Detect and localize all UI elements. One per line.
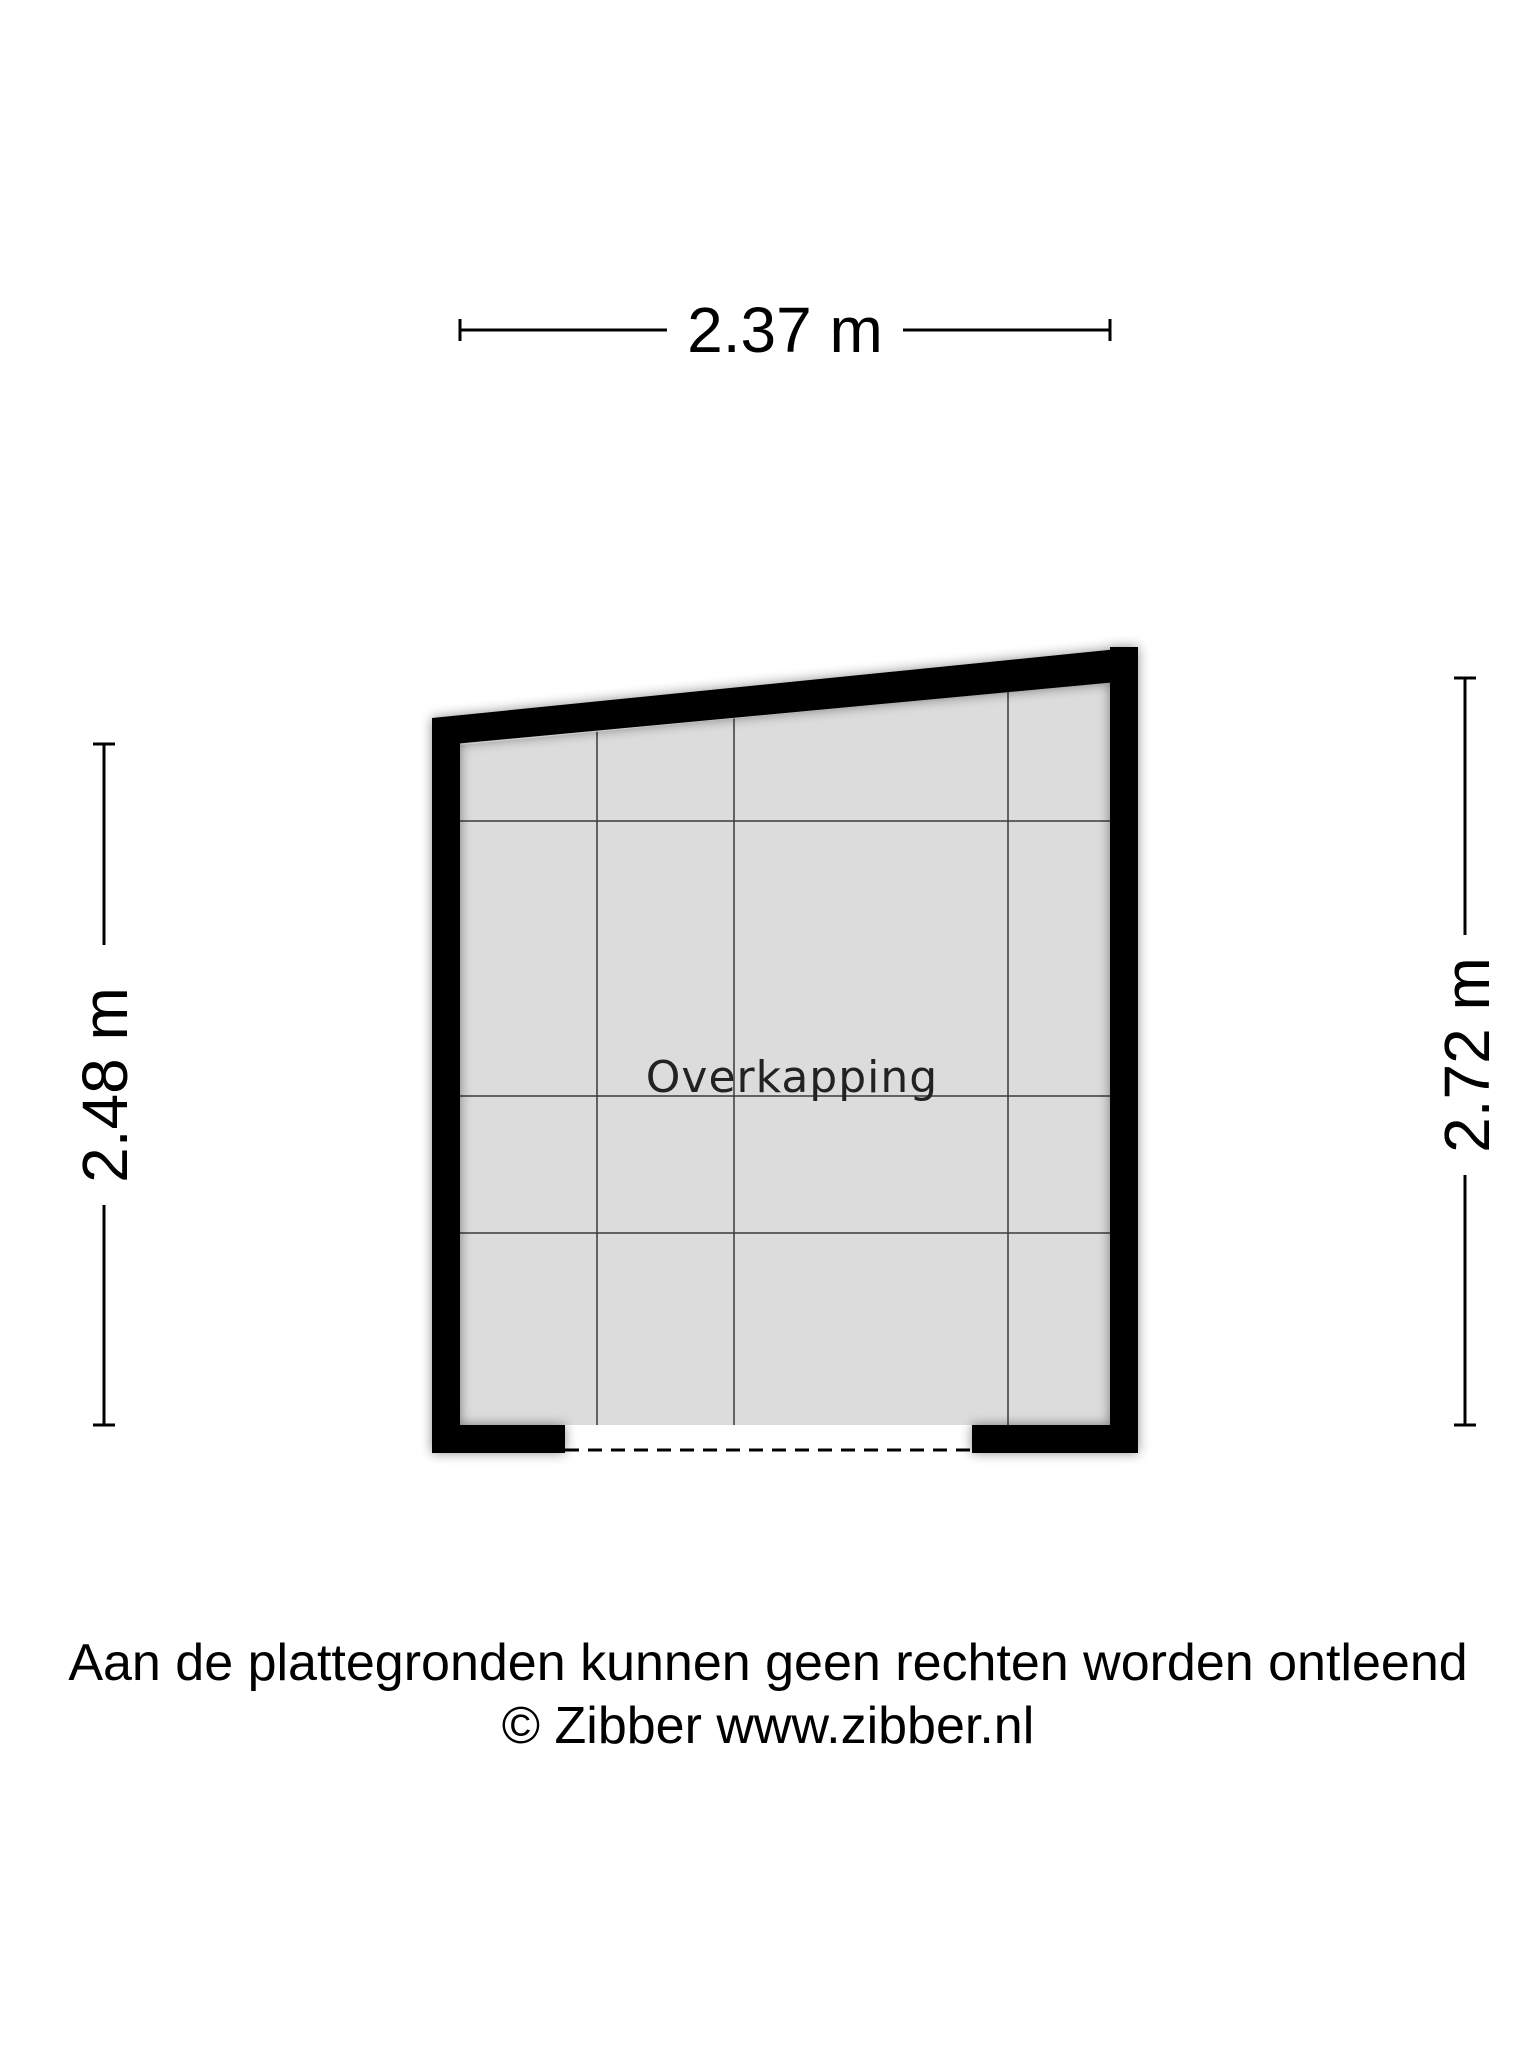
wall-bottom-left (432, 1425, 565, 1453)
room-label: Overkapping (645, 1052, 939, 1103)
dimension-right (1431, 678, 1503, 1425)
footer-copyright: © Zibber www.zibber.nl (501, 1697, 1035, 1755)
dimension-right-label: 2.72 m (1431, 957, 1503, 1153)
dimension-top (460, 294, 1110, 366)
dimension-left (69, 744, 141, 1425)
wall-right (1110, 647, 1138, 1453)
dimension-left-label: 2.48 m (69, 987, 141, 1183)
footer-disclaimer: Aan de plattegronden kunnen geen rechten worden ontleend (68, 1634, 1468, 1692)
wall-bottom-right (972, 1425, 1138, 1453)
dimension-top-label: 2.37 m (687, 294, 883, 366)
wall-left (432, 718, 460, 1453)
room-overkapping (432, 647, 1138, 1453)
